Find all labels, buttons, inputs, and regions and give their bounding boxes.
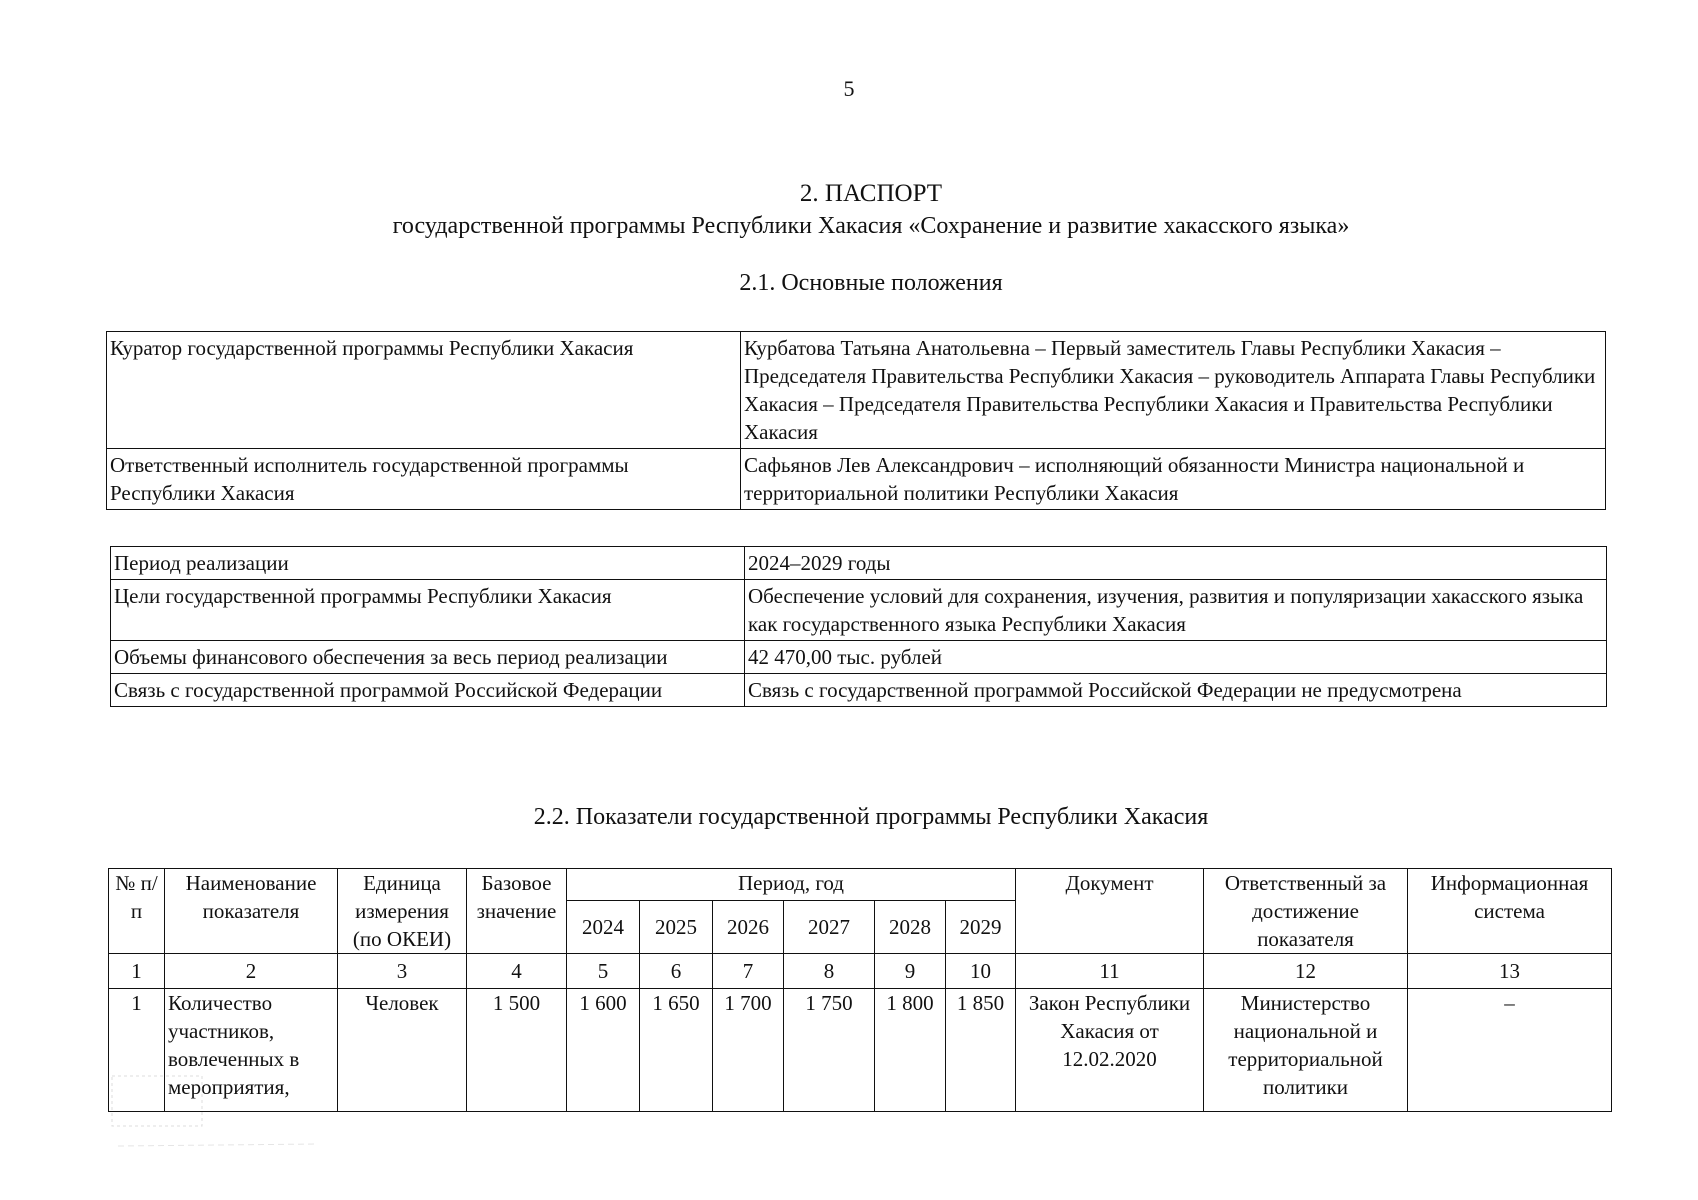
column-number: 2	[165, 954, 338, 989]
document-title: 2. ПАСПОРТ	[799, 180, 943, 207]
column-number: 1	[109, 954, 165, 989]
column-number: 10	[946, 954, 1016, 989]
page-number: 5	[843, 76, 855, 101]
cell-value-2028: 1 800	[875, 989, 946, 1112]
row-label: Связь с государственной программой Российской Федерации	[111, 674, 745, 707]
document-subtitle: государственной программы Республики Хакасия «Сохранение и развитие хакасского языка»	[392, 213, 1350, 239]
table-row	[111, 674, 1607, 707]
col-header-period: Период, год	[567, 869, 1016, 901]
column-number: 12	[1204, 954, 1408, 989]
col-header-year: 2028	[875, 901, 946, 954]
row-value: Связь с государственной программой Российской Федерации не предусмотрена	[745, 674, 1607, 707]
cell-value-2027: 1 750	[784, 989, 875, 1112]
col-header-system: Информационная система	[1408, 869, 1612, 954]
row-label: Куратор государственной программы Республики Хакасия	[107, 332, 741, 449]
table-row	[107, 449, 1606, 510]
program-details-table	[110, 546, 1607, 707]
col-header-unit: Единица измерения (по ОКЕИ)	[338, 869, 467, 954]
column-number: 4	[467, 954, 567, 989]
col-header-no: № п/п	[109, 869, 165, 954]
col-header-year: 2026	[713, 901, 784, 954]
col-header-year: 2025	[640, 901, 713, 954]
row-label: Период реализации	[111, 547, 745, 580]
row-label: Цели государственной программы Республики Хакасия	[111, 580, 745, 641]
row-label: Ответственный исполнитель государственной программы Республики Хакасия	[107, 449, 741, 510]
col-header-base: Базовое значение	[467, 869, 567, 954]
cell-name: Количество участников, вовлеченных в мероприятия,	[165, 989, 338, 1112]
table-row	[109, 989, 1612, 1112]
column-numbering-row	[109, 954, 1612, 989]
cell-value-2026: 1 700	[713, 989, 784, 1112]
cell-responsible: Министерство национальной и территориальной политики	[1204, 989, 1408, 1112]
column-number: 5	[567, 954, 640, 989]
col-header-document: Документ	[1016, 869, 1204, 954]
column-number: 7	[713, 954, 784, 989]
faded-stamp-mark	[108, 1072, 328, 1162]
table-row	[107, 332, 1606, 449]
main-provisions-table	[106, 331, 1606, 510]
col-header-year: 2024	[567, 901, 640, 954]
col-header-responsible: Ответственный за достижение показателя	[1204, 869, 1408, 954]
column-number: 13	[1408, 954, 1612, 989]
table-row	[111, 641, 1607, 674]
cell-value-2029: 1 850	[946, 989, 1016, 1112]
section-title-indicators: 2.2. Показатели государственной программы Республики Хакасия	[533, 804, 1209, 830]
document-heading	[0, 178, 1698, 242]
cell-system: –	[1408, 989, 1612, 1112]
col-header-year: 2027	[784, 901, 875, 954]
column-number: 8	[784, 954, 875, 989]
table-row	[111, 547, 1607, 580]
header-row	[109, 869, 1612, 901]
cell-value-2025: 1 650	[640, 989, 713, 1112]
cell-base: 1 500	[467, 989, 567, 1112]
row-value: 2024–2029 годы	[745, 547, 1607, 580]
column-number: 9	[875, 954, 946, 989]
section-title-main-provisions: 2.1. Основные положения	[739, 270, 1003, 296]
column-number: 6	[640, 954, 713, 989]
row-label: Объемы финансового обеспечения за весь период реализации	[111, 641, 745, 674]
row-value: Курбатова Татьяна Анатольевна – Первый заместитель Главы Республики Хакасия – Председателя Правительства Республики Хакасия – руководитель Аппарата Главы Республики Хакасия – Председателя Правительства Республики Хакасия и Правительства Республики Хакасия	[741, 332, 1606, 449]
column-number: 3	[338, 954, 467, 989]
row-value: 42 470,00 тыс. рублей	[745, 641, 1607, 674]
column-number: 11	[1016, 954, 1204, 989]
cell-no: 1	[109, 989, 165, 1112]
table-row	[111, 580, 1607, 641]
col-header-year: 2029	[946, 901, 1016, 954]
cell-value-2024: 1 600	[567, 989, 640, 1112]
col-header-name: Наименование показателя	[165, 869, 338, 954]
cell-unit: Человек	[338, 989, 467, 1112]
row-value: Сафьянов Лев Александрович – исполняющий обязанности Министра национальной и территориальной политики Республики Хакасия	[741, 449, 1606, 510]
cell-document: Закон Республики Хакасия от 12.02.2020	[1016, 989, 1204, 1112]
row-value: Обеспечение условий для сохранения, изучения, развития и популяризации хакасского языка как государственного языка Республики Хакасия	[745, 580, 1607, 641]
indicators-table	[108, 868, 1612, 1112]
